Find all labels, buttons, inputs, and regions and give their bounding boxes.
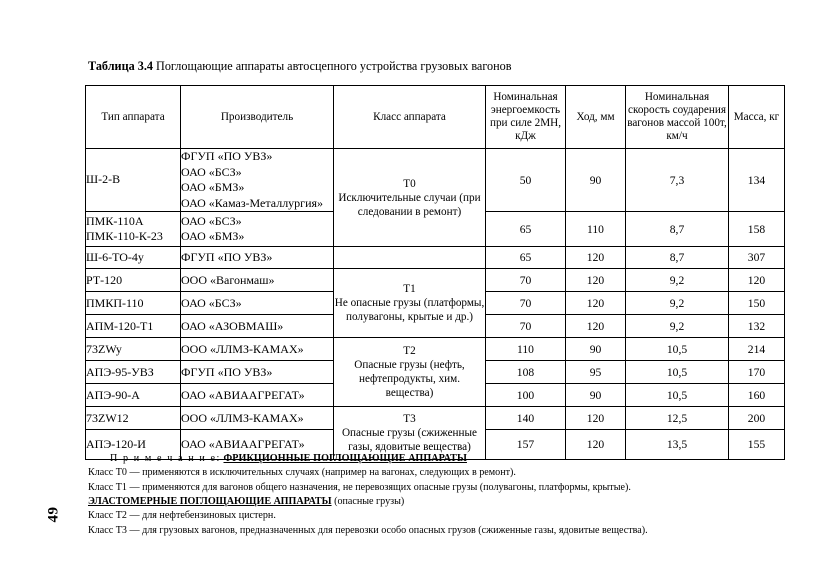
cell-manufacturer: ОАО «АВИААГРЕГАТ» xyxy=(181,384,334,407)
cell-type: АПЭ-95-УВЗ xyxy=(86,361,181,384)
class-name: Т2 xyxy=(403,345,416,358)
cell-speed: 10,5 xyxy=(626,361,729,384)
note-subheading xyxy=(88,495,788,509)
cell-stroke: 120 xyxy=(566,247,626,269)
cell-stroke: 90 xyxy=(566,149,626,212)
class-description: Не опасные грузы (платформы, полувагоны, крытые и др.) xyxy=(334,297,485,324)
cell-energy: 65 xyxy=(486,247,566,269)
note-class-t1: Класс Т1 — применяются для вагонов общего назначения, не перевозящих опасные грузы (полувагоны, платформы, крытые). xyxy=(88,481,631,493)
cell-stroke: 120 xyxy=(566,292,626,315)
cell-manufacturer: ООО «ЛЛМЗ-КАМАХ» xyxy=(181,407,334,430)
class-description: Опасные грузы (нефть, нефтепродукты, хим. вещества) xyxy=(354,359,465,400)
cell-class-t1 xyxy=(334,269,486,338)
cell-type: АПЭ-90-А xyxy=(86,384,181,407)
cell-energy: 108 xyxy=(486,361,566,384)
table-row xyxy=(86,407,785,430)
class-name: Т1 xyxy=(403,283,416,296)
cell-energy: 65 xyxy=(486,212,566,247)
header-stroke: Ход, мм xyxy=(566,86,626,149)
cell-energy: 110 xyxy=(486,338,566,361)
cell-manufacturer: ОАО «БСЗ» ОАО «БМЗ» xyxy=(181,212,334,247)
cell-manufacturer: ФГУП «ПО УВЗ» ОАО «БСЗ» ОАО «БМЗ» ОАО «Камаз-Металлургия» xyxy=(181,149,334,212)
cell-energy: 50 xyxy=(486,149,566,212)
cell-energy: 157 xyxy=(486,430,566,460)
cell-energy: 70 xyxy=(486,315,566,338)
class-name: Т0 xyxy=(403,177,416,190)
cell-manufacturer: ООО «ЛЛМЗ-КАМАХ» xyxy=(181,338,334,361)
cell-energy: 70 xyxy=(486,269,566,292)
cell-type: АПЭ-120-И xyxy=(86,430,181,460)
cell-speed: 8,7 xyxy=(626,212,729,247)
cell-manufacturer: ООО «Вагонмаш» xyxy=(181,269,334,292)
cell-speed: 9,2 xyxy=(626,315,729,338)
table-row xyxy=(86,247,785,269)
note-subheading-title: ЭЛАСТОМЕРНЫЕ ПОГЛОЩАЮЩИЕ АППАРАТЫ xyxy=(88,495,332,507)
cell-stroke: 120 xyxy=(566,269,626,292)
cell-manufacturer: ФГУП «ПО УВЗ» xyxy=(181,361,334,384)
cell-type: 73ZW12 xyxy=(86,407,181,430)
cell-class-t0 xyxy=(334,149,486,247)
cell-mass: 160 xyxy=(729,384,785,407)
header-class: Класс аппарата xyxy=(334,86,486,149)
cell-mass: 150 xyxy=(729,292,785,315)
header-energy-capacity: Номинальная энергоемкость при силе 2МН, кДж xyxy=(486,86,566,149)
table-container xyxy=(85,85,784,460)
page-number: 49 xyxy=(45,506,62,523)
header-type: Тип аппарата xyxy=(86,86,181,149)
cell-energy: 100 xyxy=(486,384,566,407)
cell-speed: 7,3 xyxy=(626,149,729,212)
note-subheading-tail: (опасные грузы) xyxy=(331,495,405,507)
note-class-t0: Класс Т0 — применяются в исключительных случаях (например на вагонах, следующих в ремонт). xyxy=(88,467,516,479)
note-class-t3: Класс Т3 — для грузовых вагонов, предназначенных для перевозки особо опасных грузов (сжиженные газы, ядовитые вещества). xyxy=(88,524,648,536)
cell-speed: 12,5 xyxy=(626,407,729,430)
cell-mass: 200 xyxy=(729,407,785,430)
cell-energy: 70 xyxy=(486,292,566,315)
table-caption xyxy=(88,59,512,74)
note-heading-label: П р и м е ч а н и е: xyxy=(110,453,221,464)
cell-mass: 214 xyxy=(729,338,785,361)
cell-speed: 10,5 xyxy=(626,384,729,407)
cell-stroke: 90 xyxy=(566,338,626,361)
cell-type: РТ-120 xyxy=(86,269,181,292)
cell-stroke: 90 xyxy=(566,384,626,407)
cell-stroke: 110 xyxy=(566,212,626,247)
note-heading-title: ФРИКЦИОННЫЕ ПОГЛОЩАЮЩИЕ АППАРАТЫ xyxy=(223,453,467,464)
cell-stroke: 120 xyxy=(566,407,626,430)
note-class-t2: Класс Т2 — для нефтебензиновых цистерн. xyxy=(88,510,276,522)
note-heading xyxy=(88,452,788,466)
table-caption-label: Таблица 3.4 xyxy=(88,59,153,73)
cell-speed: 13,5 xyxy=(626,430,729,460)
cell-manufacturer: ОАО «БСЗ» xyxy=(181,292,334,315)
cell-mass: 307 xyxy=(729,247,785,269)
cell-type: Ш-2-В xyxy=(86,149,181,212)
absorbing-devices-table xyxy=(85,85,785,460)
cell-stroke: 120 xyxy=(566,315,626,338)
cell-mass: 132 xyxy=(729,315,785,338)
cell-speed: 9,2 xyxy=(626,269,729,292)
cell-manufacturer: ФГУП «ПО УВЗ» xyxy=(181,247,334,269)
class-name: Т3 xyxy=(403,413,416,426)
cell-speed: 8,7 xyxy=(626,247,729,269)
table-row xyxy=(86,269,785,292)
header-impact-speed: Номинальная скорость соударения вагонов массой 100т, км/ч xyxy=(626,86,729,149)
class-description: Опасные грузы (сжиженные газы, ядовитые вещества) xyxy=(341,427,478,454)
cell-mass: 170 xyxy=(729,361,785,384)
table-notes xyxy=(88,452,788,538)
cell-type: ПМКП-110 xyxy=(86,292,181,315)
cell-speed: 10,5 xyxy=(626,338,729,361)
header-manufacturer: Производитель xyxy=(181,86,334,149)
table-caption-text: Поглощающие аппараты автосцепного устройства грузовых вагонов xyxy=(156,59,512,73)
cell-type: 73ZWy xyxy=(86,338,181,361)
header-mass: Масса, кг xyxy=(729,86,785,149)
cell-type: ПМК-110А ПМК-110-К-23 xyxy=(86,212,181,247)
cell-manufacturer: ОАО «АВИААГРЕГАТ» xyxy=(181,430,334,460)
cell-mass: 134 xyxy=(729,149,785,212)
cell-manufacturer: ОАО «АЗОВМАШ» xyxy=(181,315,334,338)
cell-class-t2 xyxy=(334,338,486,407)
table-row xyxy=(86,149,785,212)
table-header-row xyxy=(86,86,785,149)
cell-mass: 155 xyxy=(729,430,785,460)
class-description: Исключительные случаи (при следовании в ремонт) xyxy=(338,191,481,218)
cell-class-empty xyxy=(334,247,486,269)
cell-type: Ш-6-ТО-4у xyxy=(86,247,181,269)
cell-mass: 158 xyxy=(729,212,785,247)
cell-speed: 9,2 xyxy=(626,292,729,315)
table-body xyxy=(86,149,785,460)
cell-energy: 140 xyxy=(486,407,566,430)
cell-stroke: 120 xyxy=(566,430,626,460)
cell-type: АПМ-120-Т1 xyxy=(86,315,181,338)
cell-mass: 120 xyxy=(729,269,785,292)
table-row xyxy=(86,338,785,361)
cell-stroke: 95 xyxy=(566,361,626,384)
